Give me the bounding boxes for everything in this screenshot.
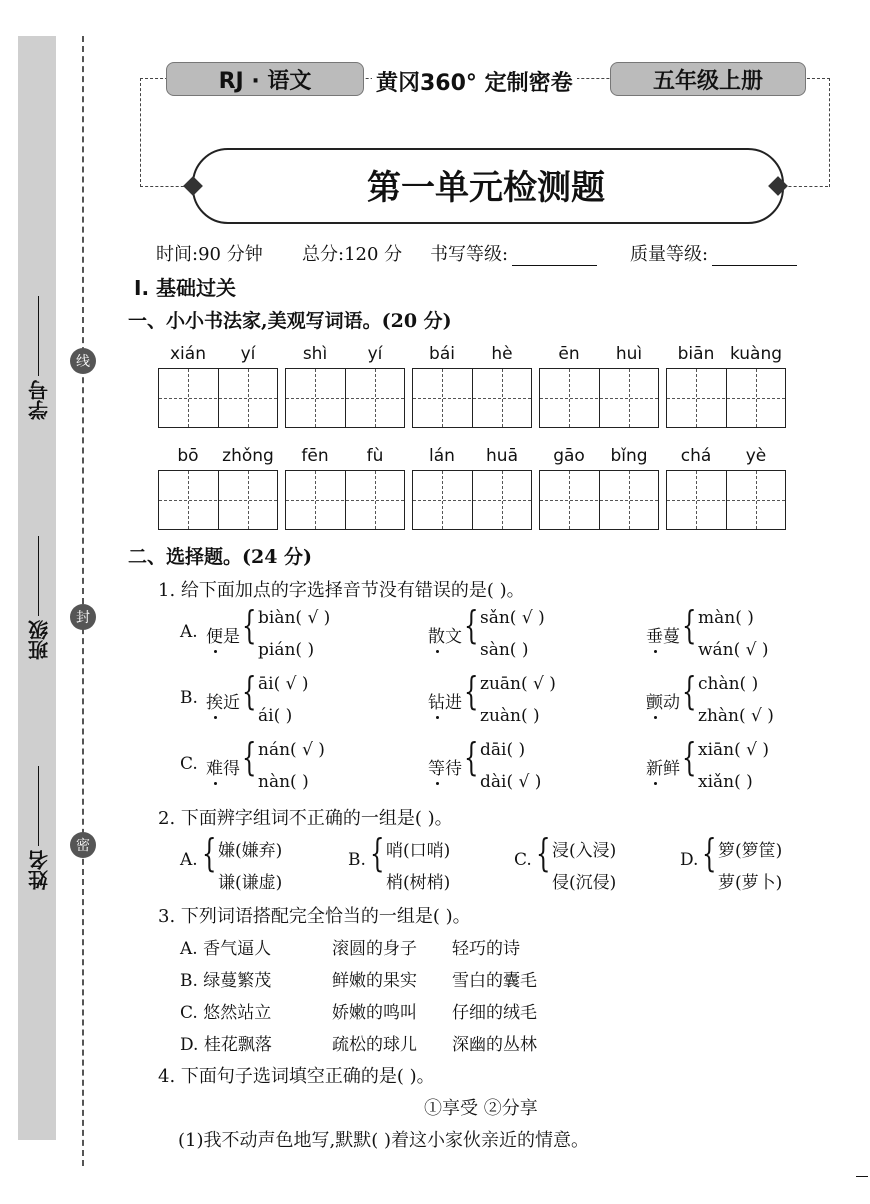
q2-word-top: 哨(口哨) bbox=[386, 841, 451, 861]
pinyin-label: zhǒng bbox=[222, 446, 274, 466]
mark-line-badge bbox=[70, 348, 96, 374]
q4-choices: ①享受 ②分享 bbox=[424, 1098, 538, 1119]
binding-dashed-line bbox=[82, 36, 84, 1166]
pinyin-choice-top[interactable]: chàn( ) bbox=[698, 674, 759, 694]
brace-icon: { bbox=[682, 735, 697, 779]
q1-option-label: B. bbox=[180, 688, 198, 708]
quality-grade-field[interactable] bbox=[630, 240, 797, 266]
word-char: 进 bbox=[445, 693, 462, 713]
q2-word-bottom: 梢(树梢) bbox=[386, 873, 451, 893]
q3-phrase: 雪白的囊毛 bbox=[452, 971, 537, 991]
pinyin-label: bǐng bbox=[610, 446, 648, 466]
pinyin-label: fù bbox=[366, 446, 384, 466]
q1-word bbox=[206, 688, 240, 713]
pinyin-label: kuàng bbox=[729, 344, 783, 364]
student-id-label: 学号 bbox=[27, 380, 52, 420]
pinyin-label: shì bbox=[302, 344, 328, 364]
q1-option-label: A. bbox=[180, 622, 198, 642]
dotted-char: 难 bbox=[206, 759, 223, 779]
quality-grade-label: 质量等级: bbox=[630, 244, 709, 265]
brace-icon: { bbox=[464, 669, 479, 713]
score-info: 总分:120 分 bbox=[302, 244, 403, 265]
q3-phrase: 仔细的绒毛 bbox=[452, 1003, 537, 1023]
q2-stem: 2. 下面辨字组词不正确的一组是( )。 bbox=[158, 808, 453, 829]
pinyin-choice-top[interactable]: nán( √ ) bbox=[258, 740, 325, 760]
q2-word-top: 箩(箩筐) bbox=[718, 841, 783, 861]
brace-icon: { bbox=[682, 669, 697, 713]
student-id-underline bbox=[39, 296, 40, 376]
q3-option[interactable]: B. 绿蔓繁茂 bbox=[180, 971, 272, 991]
pinyin-choice-top[interactable]: dāi( ) bbox=[480, 740, 526, 760]
dotted-char: 钻 bbox=[428, 693, 445, 713]
q3-phrase: 鲜嫩的果实 bbox=[332, 971, 417, 991]
word-char: 近 bbox=[223, 693, 240, 713]
mark-seal-text: 封 bbox=[76, 610, 90, 626]
class-underline bbox=[39, 536, 40, 616]
grade-pill: 五年级上册 bbox=[610, 62, 806, 96]
pinyin-choice-bottom[interactable]: sàn( ) bbox=[480, 640, 529, 660]
pinyin-label: chá bbox=[680, 446, 712, 466]
q1-stem: 1. 给下面加点的字选择音节没有错误的是( )。 bbox=[158, 580, 525, 601]
brace-icon: { bbox=[242, 735, 257, 779]
grid-dash-h bbox=[667, 398, 785, 399]
name-underline bbox=[39, 766, 40, 846]
grid-dash-h bbox=[667, 500, 785, 501]
q2-option-label[interactable]: A. bbox=[180, 850, 198, 870]
name-label: 姓名 bbox=[27, 850, 52, 890]
grid-dash-h bbox=[286, 398, 404, 399]
name-field[interactable] bbox=[22, 710, 56, 890]
pinyin-label: bō bbox=[177, 446, 199, 466]
pinyin-choice-top[interactable]: biàn( √ ) bbox=[258, 608, 331, 628]
pinyin-label: yè bbox=[745, 446, 767, 466]
q3-phrase: 疏松的球儿 bbox=[332, 1035, 417, 1055]
word-char: 蔓 bbox=[663, 627, 680, 647]
pinyin-choice-bottom[interactable]: nàn( ) bbox=[258, 772, 309, 792]
pinyin-choice-bottom[interactable]: zuàn( ) bbox=[480, 706, 540, 726]
pinyin-choice-bottom[interactable]: wán( √ ) bbox=[698, 640, 769, 660]
brace-icon: { bbox=[702, 831, 717, 875]
brace-icon: { bbox=[370, 831, 385, 875]
pinyin-choice-bottom[interactable]: pián( ) bbox=[258, 640, 315, 660]
grid-dash-h bbox=[159, 398, 277, 399]
q2-word-top: 浸(入浸) bbox=[552, 841, 617, 861]
pinyin-label: biān bbox=[677, 344, 715, 364]
pinyin-choice-top[interactable]: āi( √ ) bbox=[258, 674, 309, 694]
pinyin-choice-bottom[interactable]: xiǎn( ) bbox=[698, 772, 753, 792]
pinyin-label: hè bbox=[491, 344, 513, 364]
brace-icon: { bbox=[202, 831, 217, 875]
series-name: 黄冈360° 定制密卷 bbox=[372, 66, 577, 97]
mark-seal-badge bbox=[70, 604, 96, 630]
mark-line-text: 线 bbox=[76, 354, 90, 370]
brace-icon: { bbox=[682, 603, 697, 647]
pinyin-choice-top[interactable]: màn( ) bbox=[698, 608, 754, 628]
pinyin-label: xián bbox=[170, 344, 206, 364]
dotted-char: 便 bbox=[206, 627, 223, 647]
brace-icon: { bbox=[242, 603, 257, 647]
q3-phrase: 轻巧的诗 bbox=[452, 939, 520, 959]
grid-dash-h bbox=[540, 398, 658, 399]
pinyin-label: lán bbox=[429, 446, 455, 466]
brace-icon: { bbox=[464, 603, 479, 647]
page-edge-mark bbox=[856, 1176, 868, 1177]
dotted-char: 垂 bbox=[646, 627, 663, 647]
q1-word bbox=[646, 622, 680, 647]
q2-word-bottom: 侵(沉侵) bbox=[552, 873, 617, 893]
q2-word-bottom: 谦(谦虚) bbox=[218, 873, 283, 893]
q3-phrase: 深幽的丛林 bbox=[452, 1035, 537, 1055]
writing-grid[interactable] bbox=[285, 368, 405, 428]
student-id-field[interactable] bbox=[22, 250, 56, 420]
writing-grid[interactable] bbox=[412, 368, 532, 428]
pinyin-choice-bottom[interactable]: zhàn( √ ) bbox=[698, 706, 774, 726]
section1-title: 一、小小书法家,美观写词语。(20 分) bbox=[128, 310, 452, 332]
q4-stem: 4. 下面句子选词填空正确的是( )。 bbox=[158, 1066, 435, 1087]
pinyin-choice-top[interactable]: xiān( √ ) bbox=[698, 740, 770, 760]
q3-stem: 3. 下列词语搭配完全恰当的一组是( )。 bbox=[158, 906, 471, 927]
pinyin-label: huā bbox=[486, 446, 518, 466]
page-title: 第一单元检测题 bbox=[367, 168, 605, 208]
pinyin-choice-bottom[interactable]: dài( √ ) bbox=[480, 772, 542, 792]
q1-word bbox=[428, 688, 462, 713]
q1-word bbox=[206, 622, 240, 647]
writing-grid[interactable] bbox=[539, 368, 659, 428]
grid-dash-h bbox=[413, 398, 531, 399]
q2-word-bottom: 萝(萝卜) bbox=[718, 873, 783, 893]
quality-grade-blank[interactable] bbox=[712, 265, 797, 266]
word-char: 鲜 bbox=[663, 759, 680, 779]
pinyin-choice-top[interactable]: zuān( √ ) bbox=[480, 674, 556, 694]
pinyin-label: bái bbox=[429, 344, 455, 364]
word-char: 得 bbox=[223, 759, 240, 779]
writing-grid[interactable] bbox=[158, 368, 278, 428]
writing-grid[interactable] bbox=[666, 470, 786, 530]
pinyin-label: yí bbox=[240, 344, 256, 364]
writing-grade-field[interactable] bbox=[430, 240, 597, 266]
pinyin-label: yí bbox=[367, 344, 383, 364]
q3-option[interactable]: C. 悠然站立 bbox=[180, 1003, 272, 1023]
mark-secret-text: 密 bbox=[76, 838, 90, 854]
grid-dash-h bbox=[286, 500, 404, 501]
pinyin-label: huì bbox=[615, 344, 643, 364]
q3-option[interactable]: A. 香气逼人 bbox=[180, 939, 272, 959]
word-char: 动 bbox=[663, 693, 680, 713]
q2-word-top: 嫌(嫌弃) bbox=[218, 841, 283, 861]
grid-dash-h bbox=[159, 500, 277, 501]
q2-option-label[interactable]: B. bbox=[348, 850, 366, 870]
grid-dash-h bbox=[413, 500, 531, 501]
pinyin-label: fēn bbox=[301, 446, 329, 466]
brace-icon: { bbox=[242, 669, 257, 713]
mark-secret-badge bbox=[70, 832, 96, 858]
grid-dash-h bbox=[540, 500, 658, 501]
word-char: 是 bbox=[223, 627, 240, 647]
writing-grid[interactable] bbox=[539, 470, 659, 530]
q2-option-label[interactable]: D. bbox=[680, 850, 699, 870]
q3-phrase: 娇嫩的鸣叫 bbox=[332, 1003, 417, 1023]
part-heading: Ⅰ. 基础过关 bbox=[134, 276, 237, 300]
class-label: 班级 bbox=[27, 620, 52, 660]
writing-grade-label: 书写等级: bbox=[430, 244, 509, 265]
q1-word bbox=[646, 754, 680, 779]
q1-option-label: C. bbox=[180, 754, 198, 774]
dotted-char: 散 bbox=[428, 627, 445, 647]
class-field[interactable] bbox=[22, 480, 56, 660]
section2-title: 二、选择题。(24 分) bbox=[128, 546, 313, 568]
brace-icon: { bbox=[464, 735, 479, 779]
q3-phrase: 滚圆的身子 bbox=[332, 939, 417, 959]
word-char: 待 bbox=[445, 759, 462, 779]
q3-option[interactable]: D. 桂花飘落 bbox=[180, 1035, 272, 1055]
dotted-char: 新 bbox=[646, 759, 663, 779]
q4-sentence-1: (1)我不动声色地写,默默( )着这小家伙亲近的情意。 bbox=[178, 1130, 589, 1151]
brace-icon: { bbox=[536, 831, 551, 875]
writing-grid[interactable] bbox=[158, 470, 278, 530]
pinyin-choice-bottom[interactable]: ái( ) bbox=[258, 706, 293, 726]
q2-option-label[interactable]: C. bbox=[514, 850, 532, 870]
writing-grid[interactable] bbox=[412, 470, 532, 530]
pinyin-label: ēn bbox=[558, 344, 580, 364]
time-info: 时间:90 分钟 bbox=[156, 244, 263, 265]
q1-word bbox=[646, 688, 680, 713]
subject-pill: RJ · 语文 bbox=[166, 62, 364, 96]
dotted-char: 挨 bbox=[206, 693, 223, 713]
writing-grid[interactable] bbox=[285, 470, 405, 530]
word-char: 文 bbox=[445, 627, 462, 647]
q1-word bbox=[428, 754, 462, 779]
q1-word bbox=[428, 622, 462, 647]
pinyin-label: gāo bbox=[553, 446, 585, 466]
writing-grade-blank[interactable] bbox=[512, 265, 597, 266]
dotted-char: 颤 bbox=[646, 693, 663, 713]
q1-word bbox=[206, 754, 240, 779]
writing-grid[interactable] bbox=[666, 368, 786, 428]
dotted-char: 等 bbox=[428, 759, 445, 779]
pinyin-choice-top[interactable]: sǎn( √ ) bbox=[480, 608, 545, 628]
